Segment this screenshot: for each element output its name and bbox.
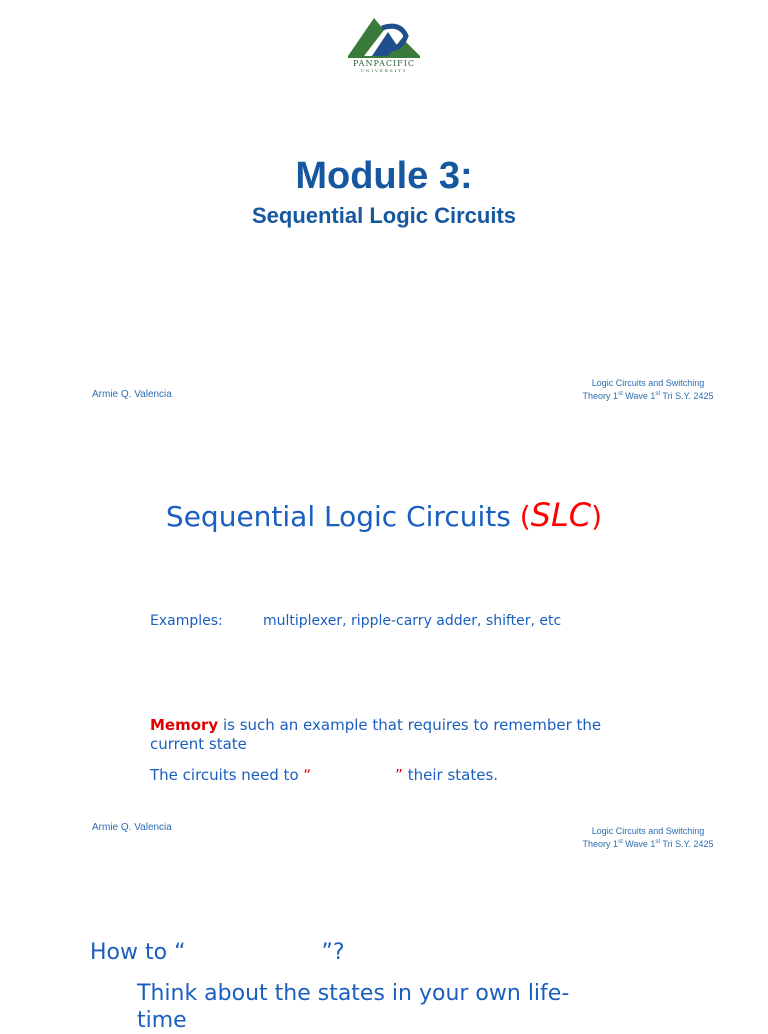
howto-question: How to “ ”?: [90, 940, 345, 965]
logo-subtext: UNIVERSITY: [360, 68, 408, 73]
examples-text: multiplexer, ripple-carry adder, shifter, etc: [263, 613, 562, 629]
slc-abbreviation: SLC: [530, 496, 592, 534]
memory-sentence: Memory is such an example that requires to remember the current state: [150, 716, 602, 753]
memory-keyword: Memory: [150, 716, 219, 734]
slc-heading: Sequential Logic Circuits (SLC): [165, 496, 603, 534]
course-line-1: Logic Circuits and Switching: [591, 826, 705, 836]
circuits-sentence: The circuits need to “ ” their states.: [150, 766, 499, 784]
examples-line: [150, 613, 561, 629]
course-info-2: [560, 826, 736, 850]
course-line-2: Theory 1st Wave 1st Tri S.Y. 2425: [582, 391, 714, 401]
think-prompt: Think about the states in your own life-time: [137, 981, 570, 1033]
module-subtitle: Sequential Logic Circuits: [251, 203, 517, 228]
course-line-1: Logic Circuits and Switching: [591, 378, 705, 388]
author-name-2: Armie Q. Valencia: [92, 822, 172, 833]
module-title: Module 3:: [295, 155, 473, 197]
course-line-2: Theory 1st Wave 1st Tri S.Y. 2425: [582, 839, 714, 849]
examples-label: Examples:: [150, 613, 223, 629]
logo-wordmark: PANPACIFIC: [353, 59, 415, 68]
course-info: [560, 378, 736, 402]
author-name: Armie Q. Valencia: [92, 389, 172, 400]
